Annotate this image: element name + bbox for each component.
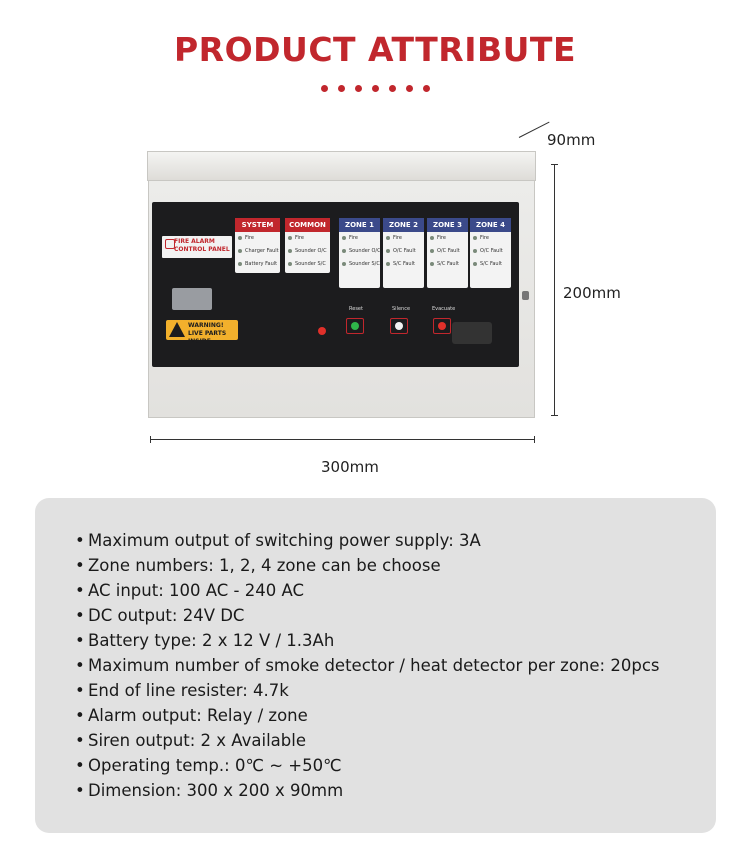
cabinet-top xyxy=(147,151,536,181)
depth-dimension: 90mm xyxy=(547,131,596,149)
spec-item: • Battery type: 2 x 12 V / 1.3Ah xyxy=(75,631,335,650)
group-title: SYSTEM xyxy=(235,218,280,232)
panel-group-zone-1 xyxy=(339,218,380,288)
indicator-label: Fire xyxy=(285,232,330,245)
spec-text: End of line resister: 4.7k xyxy=(88,681,289,700)
silence-label: Silence xyxy=(392,306,411,312)
group-title: ZONE 2 xyxy=(383,218,424,232)
indicator-label: Fire xyxy=(470,232,511,245)
indicator-label: Sounder O/C xyxy=(339,245,380,258)
control-panel-face xyxy=(152,202,519,367)
spec-item: • Maximum output of switching power supply: 3A xyxy=(75,531,481,550)
indicator-label: Fire xyxy=(383,232,424,245)
spec-item: • Alarm output: Relay / zone xyxy=(75,706,308,725)
warning-triangle-icon xyxy=(169,322,185,337)
panel-group-system xyxy=(235,218,280,273)
battery-sticker xyxy=(172,288,212,310)
warning-text: WARNING! LIVE PARTS INSIDE xyxy=(188,322,227,345)
spec-item: • Maximum number of smoke detector / heat detector per zone: 20pcs xyxy=(75,656,660,675)
indicator-label: Fire xyxy=(235,232,280,245)
group-title: COMMON xyxy=(285,218,330,232)
spec-text: Maximum output of switching power supply: 3A xyxy=(88,531,481,550)
spec-item: • Operating temp.: 0℃ ~ +50℃ xyxy=(75,756,342,775)
evacuate-label: Evacuate xyxy=(432,306,456,312)
reset-label: Reset xyxy=(349,306,363,312)
panel-brand-text: FIRE ALARM CONTROL PANEL xyxy=(174,238,230,253)
height-dimension: 200mm xyxy=(563,284,621,302)
spec-text: DC output: 24V DC xyxy=(88,606,245,625)
indicator-label: Battery Fault xyxy=(235,258,280,271)
spec-text: Zone numbers: 1, 2, 4 zone can be choose xyxy=(88,556,441,575)
indicator-label: O/C Fault xyxy=(470,245,511,258)
dot xyxy=(355,85,362,92)
spec-item: • DC output: 24V DC xyxy=(75,606,245,625)
spec-text: Operating temp.: 0℃ ~ +50℃ xyxy=(88,756,342,775)
panel-group-zone-2 xyxy=(383,218,424,288)
silence-button xyxy=(390,318,408,334)
indicator-label: Fire xyxy=(427,232,468,245)
spec-text: Alarm output: Relay / zone xyxy=(88,706,308,725)
spec-text: Siren output: 2 x Available xyxy=(88,731,306,750)
height-dimension-line xyxy=(554,164,555,416)
group-title: ZONE 3 xyxy=(427,218,468,232)
dot xyxy=(389,85,396,92)
indicator-label: S/C Fault xyxy=(470,258,511,271)
page-title: PRODUCT ATTRIBUTE xyxy=(173,30,576,69)
spec-text: Dimension: 300 x 200 x 90mm xyxy=(88,781,344,800)
group-title: ZONE 1 xyxy=(339,218,380,232)
indicator-label: Sounder S/C xyxy=(339,258,380,271)
indicator-label: Sounder S/C xyxy=(285,258,330,271)
dot xyxy=(372,85,379,92)
indicator-label: S/C Fault xyxy=(427,258,468,271)
reset-button xyxy=(346,318,364,334)
dot xyxy=(321,85,328,92)
spec-text: Maximum number of smoke detector / heat detector per zone: 20pcs xyxy=(88,656,660,675)
depth-dimension-line xyxy=(519,122,550,138)
spec-item: • AC input: 100 AC - 240 AC xyxy=(75,581,304,600)
width-dimension: 300mm xyxy=(321,458,379,476)
indicator-label: S/C Fault xyxy=(383,258,424,271)
spec-item: • Siren output: 2 x Available xyxy=(75,731,306,750)
key-switch xyxy=(452,322,492,344)
spec-item: • End of line resister: 4.7k xyxy=(75,681,289,700)
indicator-label: Charger Fault xyxy=(235,245,280,258)
dot xyxy=(338,85,345,92)
warning-sticker xyxy=(166,320,238,345)
indicator-label: O/C Fault xyxy=(427,245,468,258)
spec-text: Battery type: 2 x 12 V / 1.3Ah xyxy=(88,631,335,650)
width-dimension-line xyxy=(150,439,535,440)
indicator-label: Fire xyxy=(339,232,380,245)
evacuate-button xyxy=(433,318,451,334)
spec-list xyxy=(75,528,659,803)
spec-item: • Zone numbers: 1, 2, 4 zone can be choose xyxy=(75,556,441,575)
test-led-icon xyxy=(318,327,326,335)
spec-item: • Dimension: 300 x 200 x 90mm xyxy=(75,781,344,800)
cabinet-lock xyxy=(522,291,529,300)
dot xyxy=(406,85,413,92)
panel-group-common xyxy=(285,218,330,273)
title-dots xyxy=(0,85,750,92)
group-title: ZONE 4 xyxy=(470,218,511,232)
specs-card xyxy=(35,498,716,833)
indicator-label: O/C Fault xyxy=(383,245,424,258)
panel-group-zone-4 xyxy=(470,218,511,288)
panel-brand-label xyxy=(162,236,232,258)
spec-text: AC input: 100 AC - 240 AC xyxy=(88,581,304,600)
indicator-label: Sounder O/C xyxy=(285,245,330,258)
panel-group-zone-3 xyxy=(427,218,468,288)
dot xyxy=(423,85,430,92)
